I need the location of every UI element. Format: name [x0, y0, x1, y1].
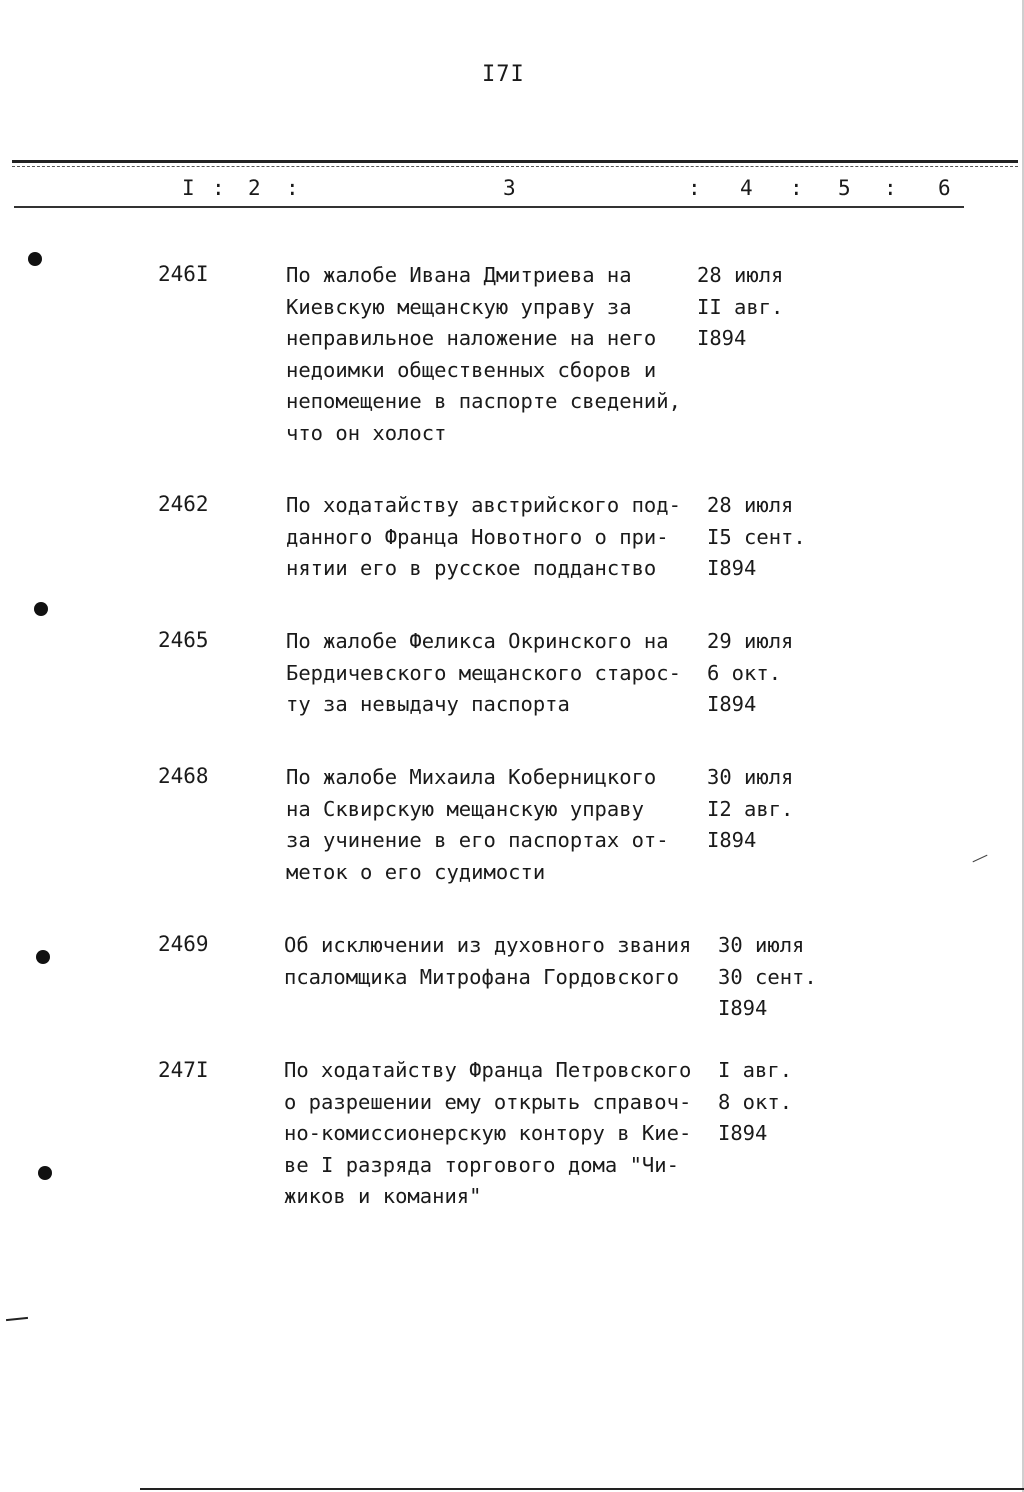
column-header-5: 5 — [838, 176, 851, 200]
entry-description: По ходатайству австрийского под- данного Франца Новотного о при- нятии его в русское подданство — [286, 493, 681, 580]
column-header-3: 3 — [503, 176, 516, 200]
page-number: I7I — [482, 62, 525, 87]
column-header-6: 6 — [938, 176, 951, 200]
entry-dates: 29 июля 6 окт. I894 — [707, 629, 794, 716]
entry-description: Об исключении из духовного звания псаломщика Митрофана Гордовского — [284, 933, 692, 989]
entry-dates: 28 июля I5 сент. I894 — [707, 493, 806, 580]
entry-dates: 30 июля I2 авг. I894 — [707, 765, 794, 852]
top-rule — [12, 160, 1018, 163]
entry-number: 2469 — [158, 932, 209, 956]
entry-number: 247I — [158, 1058, 209, 1082]
column-header-2: 2 — [248, 176, 261, 200]
entry-description: По ходатайству Франца Петровского о разрешении ему открыть справоч- но-комиссионерскую контору в Кие- ве I разряда торгового дома "Чи- жиков и комания" — [284, 1058, 692, 1208]
punch-hole-icon — [38, 1166, 52, 1180]
bottom-edge — [140, 1488, 1024, 1490]
column-separator: : — [688, 176, 701, 200]
column-separator: : — [212, 176, 225, 200]
entry-dates: 30 июля 30 сент. I894 — [718, 933, 817, 1020]
entry-description: По жалобе Феликса Окринского на Бердичевского мещанского старос- ту за невыдачу паспорта — [286, 629, 681, 716]
top-rule-secondary — [12, 166, 1018, 167]
margin-tick — [973, 855, 988, 863]
entry-description: По жалобе Ивана Дмитриева на Киевскую мещанскую управу за неправильное наложение на него недоимки общественных сборов и непомещение в паспорте сведений, что он холост — [286, 263, 681, 445]
column-header-1: I — [182, 176, 195, 200]
column-separator: : — [790, 176, 803, 200]
column-separator: : — [884, 176, 897, 200]
punch-hole-icon — [34, 602, 48, 616]
header-rule — [14, 206, 964, 208]
column-header-4: 4 — [740, 176, 753, 200]
entry-dates: I авг. 8 окт. I894 — [718, 1058, 793, 1145]
entry-number: 246I — [158, 262, 209, 286]
entry-number: 2465 — [158, 628, 209, 652]
entry-number: 2462 — [158, 492, 209, 516]
entry-number: 2468 — [158, 764, 209, 788]
column-separator: : — [286, 176, 299, 200]
punch-hole-icon — [36, 950, 50, 964]
margin-mark — [6, 1317, 28, 1321]
entry-dates: 28 июля II авг. I894 — [697, 263, 784, 350]
punch-hole-icon — [28, 252, 42, 266]
entry-description: По жалобе Михаила Коберницкого на Сквирскую мещанскую управу за учинение в его паспортах от- меток о его судимости — [286, 765, 669, 884]
